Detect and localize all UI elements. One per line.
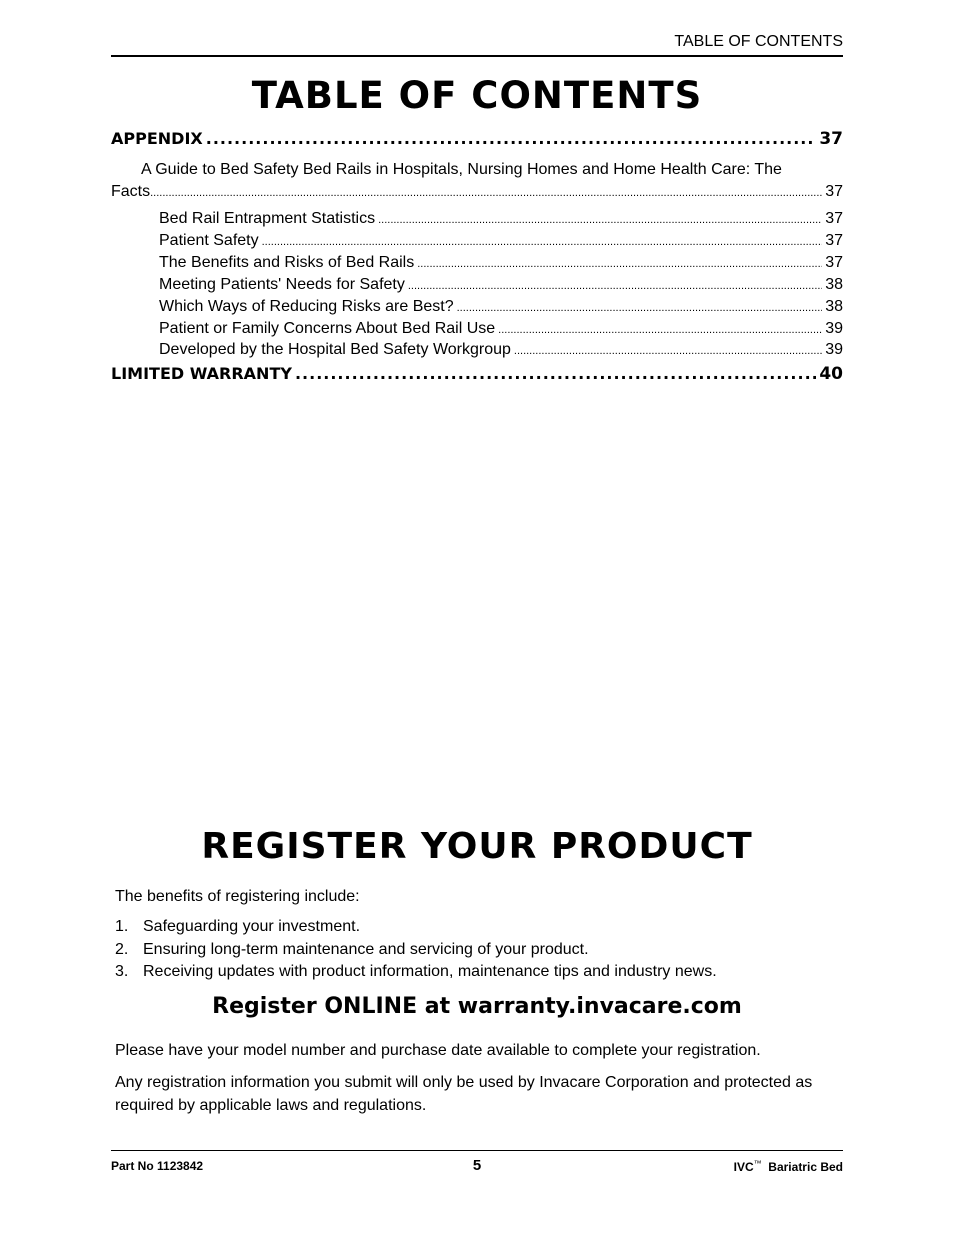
toc-entry-label: APPENDIX — [111, 129, 203, 148]
toc-subentry[interactable] — [159, 254, 843, 272]
running-header: TABLE OF CONTENTS — [674, 33, 843, 50]
footer-product-name: Bariatric Bed — [768, 1160, 843, 1174]
toc-leader-dots — [206, 129, 817, 148]
toc-entry-label: Patient or Family Concerns About Bed Rail Use — [159, 320, 496, 337]
toc-entry-page: 38 — [825, 298, 843, 315]
toc-leader-dots — [417, 258, 822, 270]
page-number: 5 — [472, 1157, 482, 1174]
list-item-text: Ensuring long-term maintenance and servicing of your product. — [143, 940, 589, 958]
list-item-text: Safeguarding your investment. — [143, 918, 361, 935]
toc-entry-label: Which Ways of Reducing Risks are Best? — [159, 298, 454, 315]
toc-entry-guide-line1[interactable]: A Guide to Bed Safety Bed Rails in Hospitals, Nursing Homes and Home Health Care: The — [141, 161, 782, 178]
footer-part-number: Part No 1123842 — [111, 1159, 204, 1173]
toc-entry-label: Developed by the Hospital Bed Safety Workgroup — [159, 341, 511, 358]
toc-subentry[interactable] — [159, 276, 843, 294]
benefits-list — [115, 916, 845, 984]
toc-entry-label: Facts — [111, 183, 151, 200]
footer-divider — [111, 1150, 843, 1151]
toc-leader-dots — [378, 214, 822, 226]
list-item-number: 1. — [115, 918, 129, 935]
toc-entry-label: LIMITED WARRANTY — [111, 364, 292, 383]
toc-entry-warranty[interactable] — [111, 364, 843, 384]
header-divider — [111, 55, 843, 57]
trademark-symbol: ™ — [753, 1159, 762, 1168]
toc-entry-label: Patient Safety — [159, 232, 259, 249]
toc-entry-guide[interactable] — [111, 183, 843, 201]
toc-leader-dots — [457, 302, 823, 314]
toc-entry-label: Bed Rail Entrapment Statistics — [159, 210, 376, 227]
toc-subentry[interactable] — [159, 320, 843, 338]
toc-leader-dots — [514, 345, 822, 357]
register-intro: The benefits of registering include: — [115, 888, 360, 905]
toc-entry-page: 37 — [819, 129, 843, 149]
toc-entry-label: The Benefits and Risks of Bed Rails — [159, 254, 415, 271]
register-privacy: Any registration information you submit will only be used by Invacare Corporation and protected as required by applicable laws and regulations. — [115, 1074, 813, 1114]
toc-leader-dots — [498, 324, 822, 336]
list-item — [115, 939, 845, 962]
footer-brand: IVC — [733, 1160, 754, 1174]
toc-subentry[interactable] — [159, 210, 843, 228]
toc-entry-page: 37 — [825, 210, 843, 227]
register-note: Please have your model number and purchase date available to complete your registration. — [115, 1042, 761, 1059]
toc-leader-dots — [262, 236, 823, 248]
footer-product — [734, 1159, 843, 1174]
toc-leader-dots — [408, 280, 822, 292]
list-item — [115, 961, 845, 984]
toc-leader-dots — [150, 187, 822, 199]
toc-entry-page: 37 — [825, 254, 843, 271]
toc-subentry[interactable] — [159, 341, 843, 359]
toc-title: TABLE OF CONTENTS — [251, 74, 703, 117]
toc-entry-page: 39 — [825, 341, 843, 358]
toc-entry-page: 37 — [825, 183, 843, 200]
toc-entry-page: 40 — [819, 364, 843, 384]
list-item — [115, 916, 845, 939]
toc-entry-page: 37 — [825, 232, 843, 249]
list-item-number: 3. — [115, 963, 129, 980]
list-item-text: Receiving updates with product information, maintenance tips and industry news. — [143, 963, 717, 980]
toc-subentry[interactable] — [159, 232, 843, 250]
toc-leader-dots — [295, 364, 816, 383]
toc-entry-label: Meeting Patients' Needs for Safety — [159, 276, 405, 293]
toc-subentry[interactable] — [159, 298, 843, 316]
toc-entry-page: 39 — [825, 320, 843, 337]
register-online-link[interactable]: Register ONLINE at warranty.invacare.com — [212, 994, 742, 1019]
toc-entry-page: 38 — [825, 276, 843, 293]
toc-entry-appendix[interactable] — [111, 129, 843, 149]
list-item-number: 2. — [115, 940, 129, 958]
register-title: REGISTER YOUR PRODUCT — [201, 826, 753, 867]
